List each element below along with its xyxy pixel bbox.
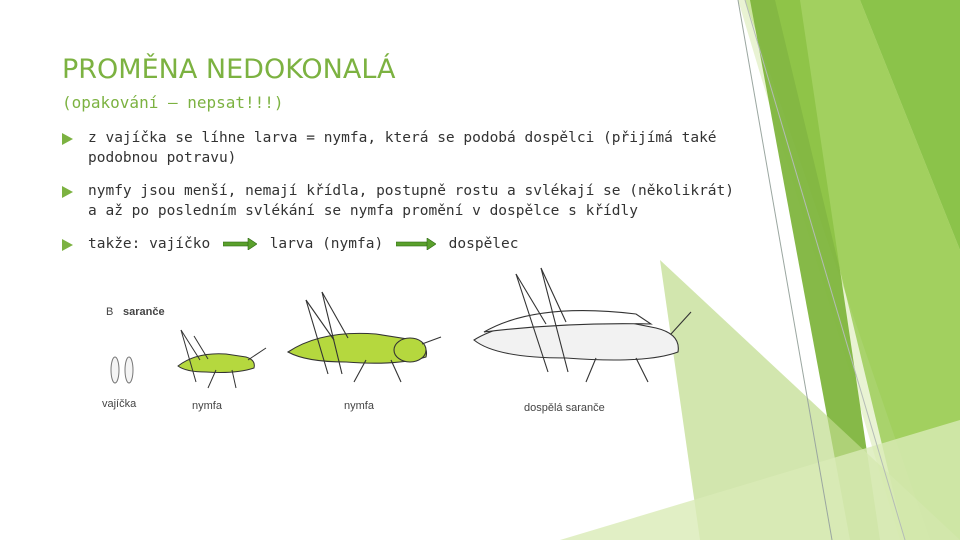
large-nymph-illustration xyxy=(288,292,441,382)
sequence-larva: larva (nymfa) xyxy=(269,236,384,252)
figure-heading: saranče xyxy=(123,306,165,318)
bullet-text: z vajíčka se líhne larva = nymfa, která se podobá dospělci (přijímá také podobnou potravu) xyxy=(88,130,717,166)
arrow-right-icon xyxy=(223,238,257,250)
label-adult: dospělá saranče xyxy=(524,402,605,414)
triangle-bullet-icon xyxy=(62,239,73,251)
sequence-adult: dospělec xyxy=(448,236,519,252)
bullet-item-sequence xyxy=(62,234,742,254)
insect-illustrations xyxy=(96,262,696,432)
bullet-list xyxy=(62,128,742,267)
bullet-text: nymfy jsou menší, nemají křídla, postupně rostu a svlékají se (několikrát) a až po posledním svlékání se nymfa promění v dospělce s křídly xyxy=(88,183,735,219)
bullet-item xyxy=(62,181,742,221)
label-nymph-large: nymfa xyxy=(344,400,374,412)
label-nymph-small: nymfa xyxy=(192,400,222,412)
figure-letter: B xyxy=(106,306,114,318)
adult-grasshopper-illustration xyxy=(474,268,691,382)
arrow-right-icon xyxy=(396,238,436,250)
triangle-bullet-icon xyxy=(62,186,73,198)
slide-title: PROMĚNA NEDOKONALÁ xyxy=(62,54,396,85)
eggs-illustration xyxy=(111,357,133,383)
slide-subtitle: (opakování – nepsat!!!) xyxy=(62,93,284,112)
small-nymph-illustration xyxy=(178,330,266,388)
label-egg: vajíčka xyxy=(102,398,137,410)
triangle-bullet-icon xyxy=(62,133,73,145)
metamorphosis-figure xyxy=(96,262,696,432)
bullet-item xyxy=(62,128,742,168)
sequence-egg: takže: vajíčko xyxy=(88,236,211,252)
